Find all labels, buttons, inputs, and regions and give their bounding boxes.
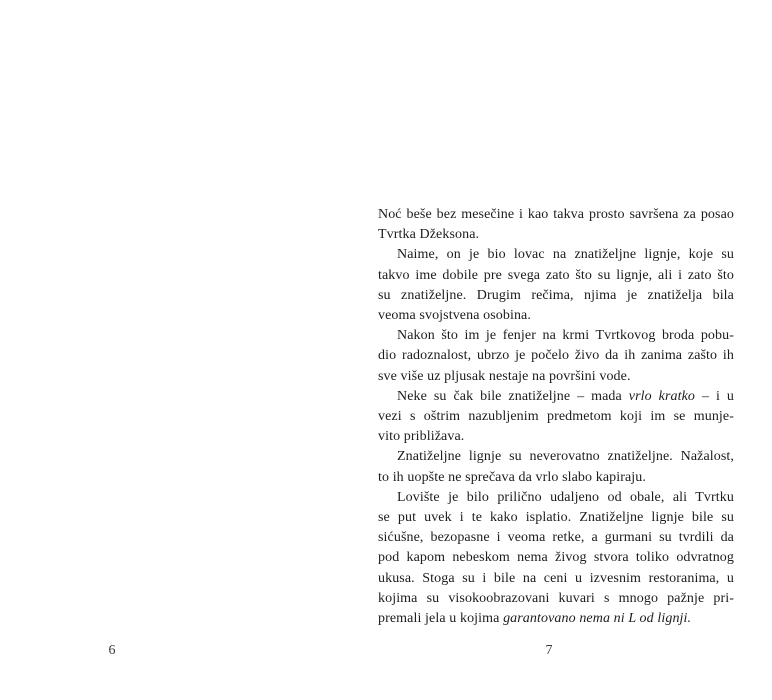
right-page <box>378 0 772 700</box>
text-run: su znatiželjne. Drugim rečima, njima je znatiželja bila <box>378 287 734 303</box>
text-line <box>378 225 734 245</box>
text-run: takvo ime dobile pre svega zato što su lignje, ali i zato što <box>378 267 734 283</box>
text-line <box>378 306 734 326</box>
text-run: Lovište je bilo prilično udaljeno od obale, ali Tvrtku <box>397 489 734 505</box>
text-run: to ih uopšte ne sprečava da vrlo slabo kapiraju. <box>378 469 646 485</box>
text-run: Znatiželjne lignje su neverovatno znatiželjne. Nažalost, <box>397 449 734 465</box>
italic-text-run: garantovano nema ni L od lignji. <box>503 611 692 627</box>
text-line <box>378 447 734 467</box>
text-line <box>378 367 734 387</box>
right-page-number: 7 <box>545 643 553 658</box>
text-run: Neke su čak bile znatiželjne – mada <box>397 388 629 404</box>
text-run: Naime, on je bio lovac na znatiželjne lignje, koje su <box>397 247 734 263</box>
text-run: premali jela u kojima <box>378 611 504 627</box>
text-line <box>378 589 734 609</box>
text-line <box>378 508 734 528</box>
text-line <box>378 468 734 488</box>
text-run: kojima su visokoobrazovani kuvari s mnogo pažnje pri- <box>378 590 734 606</box>
text-run: vito približava. <box>378 429 465 445</box>
text-line <box>378 548 734 568</box>
text-run: Tvrtka Džeksona. <box>378 227 480 243</box>
text-run: dio radoznalost, ubrzo je počelo živo da ih zanima zašto ih <box>378 348 734 364</box>
body-text <box>378 205 734 629</box>
text-run: – i u <box>695 388 734 404</box>
text-run: Noć beše bez mesečine i kao takva prosto savršena za posao <box>378 207 734 222</box>
text-line <box>378 609 734 629</box>
text-line <box>378 488 734 508</box>
text-run: se put uvek i te kako isplatio. Znatiželjne lignje bile su <box>378 510 734 526</box>
text-line <box>378 346 734 366</box>
italic-text-run: vrlo kratko <box>628 388 696 404</box>
text-run: veoma svojstvena osobina. <box>378 308 531 324</box>
text-line <box>378 205 734 225</box>
text-line <box>378 407 734 427</box>
text-line <box>378 326 734 346</box>
text-line <box>378 286 734 306</box>
text-run: Nakon što im je fenjer na krmi Tvrtkovog broda pobu- <box>397 328 734 344</box>
text-line <box>378 528 734 548</box>
left-page-number: 6 <box>108 643 116 658</box>
text-line <box>378 387 734 407</box>
text-run: pod kapom nebeskom nema živog stvora toliko odvratnog <box>378 550 734 566</box>
text-run: sićušne, bezopasne i veoma retke, a gurmani su tvrdili da <box>378 530 734 546</box>
text-run: ukusa. Stoga su i bile na ceni u izvesnim restoranima, u <box>378 570 734 586</box>
text-line <box>378 245 734 265</box>
text-line <box>378 266 734 286</box>
text-line <box>378 427 734 447</box>
text-line <box>378 569 734 589</box>
text-run: sve više uz pljusak nestaje na površini vode. <box>378 368 631 384</box>
text-run: vezi s oštrim nazubljenim predmetom koji im se munje- <box>378 409 734 425</box>
